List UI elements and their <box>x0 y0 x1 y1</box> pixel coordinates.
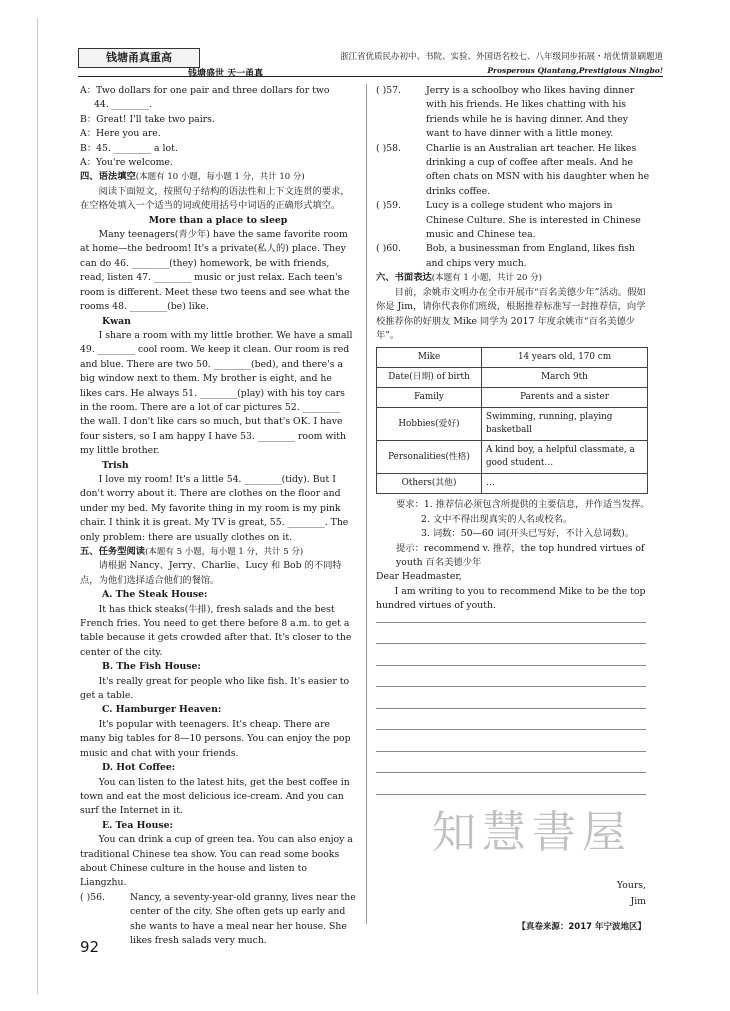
writing-line[interactable] <box>376 751 646 773</box>
writing-line[interactable] <box>376 665 646 687</box>
writing-line[interactable] <box>376 729 646 751</box>
right-column <box>376 84 650 815</box>
question-item <box>376 84 650 142</box>
salutation: Dear Headmaster, <box>376 571 462 583</box>
table-key: Others(其他) <box>377 474 482 494</box>
table-value: A kind boy, a helpful classmate, a good student… <box>482 441 648 474</box>
table-value: Swimming, running, playing basketball <box>482 408 648 441</box>
dialog-line: B：45. ________ a lot. <box>80 142 178 154</box>
question-text: Charlie is an Australian art teacher. He likes drinking a cup of coffee after meals. And he often chats on MSN with his daughter when he drinks coffee. <box>426 142 650 197</box>
header-rule <box>78 76 663 77</box>
restaurant-name: E. Tea House: <box>102 819 173 831</box>
passage-paragraph: Many teenagers(青少年) have the same favorite room at home—the bedroom! It's a private(私人的) place. They can do 46. ________(they) homework, be with friends, read, listen 47. ________ music or just relax. Each teen's room is different. Meet these two teens and see what the rooms 48. ________(be) like. <box>80 229 350 313</box>
table-value: 14 years old, 170 cm <box>482 348 648 368</box>
question-text: Jerry is a schoolboy who likes having dinner with his friends. He likes chatting with his friends while he is having dinner. And they want to have dinner with a little money. <box>426 85 635 140</box>
restaurant-name: C. Hamburger Heaven: <box>102 704 222 716</box>
section-6-instructions: 目前，余姚市文明办在全市开展市“百名美德少年”活动。假如你是 Jim，请你代表你们班级，根据推荐标准写一封推荐信，向学校推荐你的好朋友 Mike 同学为 2017 年度余姚市“百名美德少年”。 <box>376 286 646 341</box>
column-divider <box>366 84 367 924</box>
table-row <box>377 348 648 368</box>
restaurant-description: It has thick steaks(牛排), fresh salads and the best French fries. You need to get there before 8 a.m. to get a table because it gets crowded after that. It's closer to the center of the city. <box>80 603 352 658</box>
answer-blank[interactable]: ( )60. <box>376 243 401 255</box>
question-text: Lucy is a college student who majors in Chinese Culture. She is interested in Chinese music and Chinese tea. <box>426 200 641 241</box>
series-logo: 钱塘甬真重高 <box>78 48 200 68</box>
dialog-line: A：Here you are. <box>80 128 161 140</box>
section-6-heading: 六、书面表达(本题有 1 小题，共计 20 分) <box>376 272 542 284</box>
letter-signature: Jim <box>630 896 646 907</box>
table-key: Hobbies(爱好) <box>377 408 482 441</box>
table-key: Personalities(性格) <box>377 441 482 474</box>
table-value: March 9th <box>482 368 648 388</box>
restaurant-description: It's popular with teenagers. It's cheap. There are many big tables for 8—10 persons. You can enjoy the pop music and chat with your friends. <box>80 718 351 759</box>
hint: 提示：recommend v. 推荐，the top hundred virtues of youth 百名美德少年 <box>396 542 645 568</box>
table-row <box>377 474 648 494</box>
speaker-name: Kwan <box>102 315 131 327</box>
question-text: Bob, a businessman from England, likes fish and chips very much. <box>426 243 635 269</box>
page-number: 92 <box>80 938 100 956</box>
writing-line[interactable] <box>376 772 646 794</box>
restaurant-description: You can drink a cup of green tea. You can also enjoy a traditional Chinese tea show. You can read some books about Chinese culture in the house and listen to Liangzhu. <box>80 834 353 889</box>
table-row <box>377 441 648 474</box>
restaurant-name: D. Hot Coffee: <box>102 762 176 774</box>
section-4-instructions: 阅读下面短文，按照句子结构的语法性和上下文连贯的要求，在空格处填入一个适当的词或使用括号中词语的正确形式填空。 <box>80 185 350 212</box>
writing-line[interactable] <box>376 686 646 708</box>
answer-blank[interactable]: ( )59. <box>376 200 401 212</box>
writing-lines[interactable] <box>376 622 650 816</box>
question-text: Nancy, a seventy-year-old granny, lives near the center of the city. She often gets up early and she wants to have a meal near her house. She likes fresh salads very much. <box>130 891 356 946</box>
requirement-3: 3. 词数：50—60 词(开头已写好，不计入总词数)。 <box>421 528 635 540</box>
question-item <box>80 891 356 949</box>
section-5-instructions: 请根据 Nancy、Jerry、Charlie、Lucy 和 Bob 的不同特点，为他们选择适合他们的餐馆。 <box>80 560 342 586</box>
header-title: 浙江省优质民办初中、书院、实验、外国语名校七、八年级同步拓展・培优情景刷题道 <box>339 52 663 62</box>
answer-blank[interactable]: ( )58. <box>376 142 401 154</box>
table-row <box>377 368 648 388</box>
table-row <box>377 408 648 441</box>
restaurant-description: You can listen to the latest hits, get the best coffee in town and eat the most delicious ice-cream. And you can surf the Internet in it. <box>80 776 350 817</box>
table-key: Date(日期) of birth <box>377 368 482 388</box>
writing-line[interactable] <box>376 643 646 665</box>
section-5-heading: 五、任务型阅读(本题有 5 小题，每小题 1 分，共计 5 分) <box>80 546 304 557</box>
table-row <box>377 388 648 408</box>
table-value: … <box>482 474 648 494</box>
answer-blank[interactable]: ( )56. <box>80 891 105 903</box>
passage-title: More than a place to sleep <box>148 214 288 226</box>
restaurant-description: It's really great for people who like fish. It's easier to get a table. <box>80 675 350 702</box>
watermark: 知慧書屋 <box>432 807 632 858</box>
letter-opening: I am writing to you to recommend Mike to be the top hundred virtues of youth. <box>376 585 646 612</box>
answer-blank[interactable]: ( )57. <box>376 85 401 96</box>
dialog-line: A：Two dollars for one pair and three dollars for two <box>80 85 330 96</box>
passage-paragraph: I share a room with my little brother. We have a small 49. ________ cool room. We keep it clean. Our room is red and blue. There are two 50. ________(bed), and there's a big window next to them. My brother is eight, and he likes cars. He always 51. ________(play) with his toy cars in the room. There are a lot of car pictures 52. ________ the wall. I don't like cars so much, but that's OK. I have four sisters, so I am happy I have 53. ________ room with my little brother. <box>80 329 353 457</box>
writing-line[interactable] <box>376 708 646 730</box>
brand-slogan: 钱塘盛世 天一甬真 <box>188 69 264 79</box>
requirement-1: 要求：1. 推荐信必须包含所提供的主要信息，并作适当发挥。 <box>396 499 650 511</box>
letter-closing: Yours, <box>616 880 646 891</box>
info-table <box>376 347 648 494</box>
section-4-heading: 四、语法填空(本题有 10 小题，每小题 1 分，共计 10 分) <box>80 171 305 183</box>
table-value: Parents and a sister <box>482 388 648 408</box>
restaurant-name: B. The Fish House: <box>102 661 201 673</box>
question-item <box>376 199 650 242</box>
question-item <box>376 242 650 271</box>
passage-paragraph: I love my room! It's a little 54. ________(tidy). But I don't worry about it. There are clothes on the floor and under my bed. My favorite thing in my room is my pink chair. I think it is great. My TV is great, 55. ________. The only problem: there are usually clothes on it. <box>80 473 349 543</box>
dialog-line: B：Great! I'll take two pairs. <box>80 113 215 125</box>
dialog-line: 44. ________. <box>94 99 152 111</box>
table-key: Family <box>377 388 482 408</box>
requirement-2: 2. 文中不得出现真实的人名或校名。 <box>421 513 573 525</box>
page-header <box>78 42 663 82</box>
restaurant-name: A. The Steak House: <box>102 589 208 601</box>
speaker-name: Trish <box>102 459 129 471</box>
header-subtitle: Prosperous Qiantang,Prestigious Ningbo! <box>487 66 663 75</box>
writing-line[interactable] <box>376 622 646 644</box>
dialog-line: A：You're welcome. <box>80 157 173 169</box>
table-key: Mike <box>377 348 482 368</box>
question-item <box>376 142 650 200</box>
source-note: 【真卷来源：2017 年宁波地区】 <box>517 922 646 932</box>
left-column <box>80 84 356 948</box>
